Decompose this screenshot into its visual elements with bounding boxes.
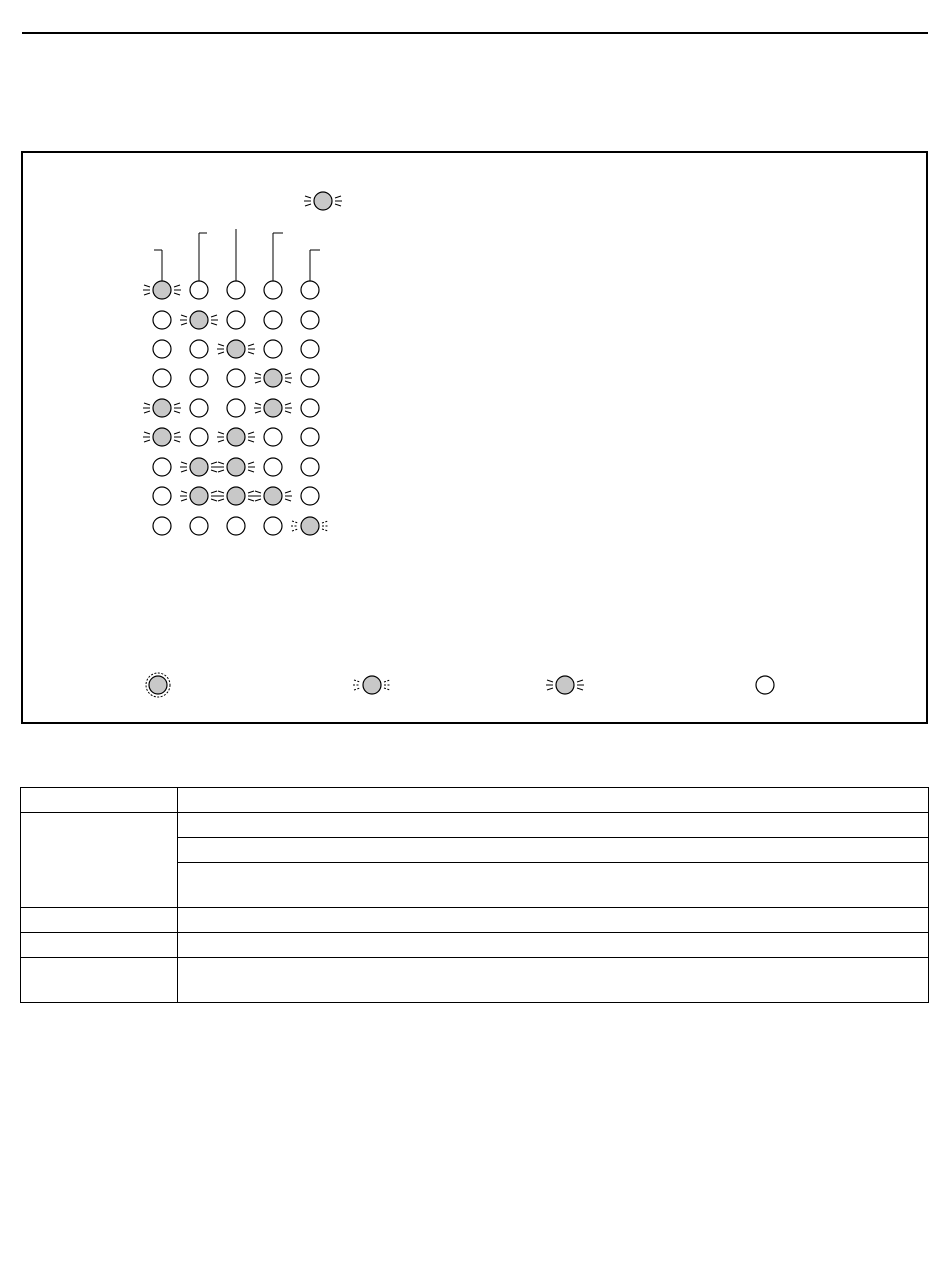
table-row — [21, 788, 929, 813]
lit-led-icon — [264, 369, 282, 387]
led-ray — [285, 381, 291, 383]
unlit-led-icon — [153, 311, 171, 329]
led-indicator-panel — [21, 151, 928, 724]
table-row — [21, 958, 929, 1003]
lit-led-icon — [190, 311, 208, 329]
led-ray — [248, 432, 254, 434]
led-ray — [285, 491, 291, 493]
unlit-led-icon — [301, 399, 319, 417]
led-ray — [305, 204, 311, 206]
led-ray — [547, 680, 553, 682]
lit-led-icon — [264, 399, 282, 417]
unlit-led-icon — [227, 311, 245, 329]
led-diagram — [23, 153, 926, 722]
table-cell-value — [178, 933, 929, 958]
led-ray — [181, 499, 187, 501]
unlit-led-icon — [301, 311, 319, 329]
table-row — [21, 813, 929, 838]
unlit-led-icon — [227, 517, 245, 535]
unlit-led-icon — [190, 281, 208, 299]
led-ray — [335, 196, 341, 198]
unlit-led-icon — [264, 311, 282, 329]
led-ray — [211, 462, 217, 464]
lit-led-icon — [264, 487, 282, 505]
led-ray — [285, 373, 291, 375]
table-cell-value — [178, 788, 929, 813]
lit-led-icon — [153, 281, 171, 299]
unlit-led-icon — [153, 487, 171, 505]
led-ray — [292, 529, 298, 531]
led-ray — [322, 521, 328, 523]
flashing-led-icon — [314, 192, 332, 210]
led-ray — [248, 470, 254, 472]
led-ray — [255, 403, 261, 405]
table-cell-label — [21, 788, 178, 813]
led-ray — [248, 440, 254, 442]
unlit-led-icon — [264, 281, 282, 299]
led-ray — [218, 440, 224, 442]
led-ray — [285, 411, 291, 413]
led-ray — [335, 204, 341, 206]
unlit-led-icon — [190, 428, 208, 446]
unlit-led-icon — [301, 369, 319, 387]
table-row — [21, 908, 929, 933]
unlit-led-icon — [301, 340, 319, 358]
led-ray — [248, 462, 254, 464]
table-cell-label — [21, 908, 178, 933]
unlit-led-icon — [153, 340, 171, 358]
led-ray — [285, 499, 291, 501]
led-ray — [577, 680, 583, 682]
led-ray — [181, 462, 187, 464]
led-ray — [218, 462, 224, 464]
led-ray — [322, 529, 328, 531]
led-ray — [211, 491, 217, 493]
led-ray — [144, 432, 150, 434]
unlit-led-icon — [264, 340, 282, 358]
led-ray — [248, 491, 254, 493]
unlit-led-icon — [301, 281, 319, 299]
led-ray — [255, 499, 261, 501]
unlit-led-icon — [264, 458, 282, 476]
led-ray — [248, 352, 254, 354]
unlit-led-icon — [756, 676, 774, 694]
table-row — [21, 933, 929, 958]
lit-led-icon — [227, 340, 245, 358]
led-ray — [174, 411, 180, 413]
led-ray — [255, 381, 261, 383]
unlit-led-icon — [264, 428, 282, 446]
led-ray — [255, 411, 261, 413]
led-ray — [211, 499, 217, 501]
led-ray — [174, 432, 180, 434]
unlit-led-icon — [153, 517, 171, 535]
table-cell-label — [21, 958, 178, 1003]
unlit-led-icon — [190, 340, 208, 358]
led-ray — [181, 470, 187, 472]
led-ray — [248, 499, 254, 501]
lit-led-icon — [153, 399, 171, 417]
led-ray — [144, 403, 150, 405]
table-cell-value — [178, 838, 929, 863]
led-ray — [181, 491, 187, 493]
lit-led-icon — [301, 517, 319, 535]
table-cell-value — [178, 958, 929, 1003]
led-ray — [211, 323, 217, 325]
led-ray — [181, 315, 187, 317]
unlit-led-icon — [153, 369, 171, 387]
unlit-led-icon — [301, 458, 319, 476]
led-ray — [248, 344, 254, 346]
unlit-led-icon — [190, 399, 208, 417]
led-ray — [174, 293, 180, 295]
table-cell-value — [178, 908, 929, 933]
lit-led-icon — [190, 487, 208, 505]
lit-led-icon — [153, 428, 171, 446]
halo-lit-led-icon — [149, 676, 167, 694]
unlit-led-icon — [301, 428, 319, 446]
lit-led-icon — [190, 458, 208, 476]
unlit-led-icon — [190, 369, 208, 387]
led-ray — [174, 403, 180, 405]
table-cell-label — [21, 813, 178, 908]
led-ray — [285, 403, 291, 405]
led-ray — [218, 352, 224, 354]
table-cell-label — [21, 933, 178, 958]
led-ray — [354, 680, 360, 682]
unlit-led-icon — [227, 369, 245, 387]
lit-led-icon — [227, 458, 245, 476]
unlit-led-icon — [264, 517, 282, 535]
led-ray — [218, 491, 224, 493]
lit-led-icon — [227, 428, 245, 446]
lit-led-icon — [227, 487, 245, 505]
led-ray — [255, 491, 261, 493]
unlit-led-icon — [227, 281, 245, 299]
flashing-led-icon — [363, 676, 381, 694]
unlit-led-icon — [153, 458, 171, 476]
status-table — [20, 787, 929, 1003]
led-ray — [218, 432, 224, 434]
table-cell-value — [178, 863, 929, 908]
led-ray — [144, 411, 150, 413]
led-ray — [384, 688, 390, 690]
led-ray — [181, 323, 187, 325]
led-ray — [218, 470, 224, 472]
led-ray — [211, 470, 217, 472]
unlit-led-icon — [190, 517, 208, 535]
unlit-led-icon — [227, 399, 245, 417]
led-ray — [218, 344, 224, 346]
led-ray — [384, 680, 390, 682]
led-ray — [144, 293, 150, 295]
led-ray — [255, 373, 261, 375]
half-flash-led-icon — [556, 676, 574, 694]
led-ray — [174, 285, 180, 287]
led-ray — [305, 196, 311, 198]
led-ray — [292, 521, 298, 523]
led-ray — [144, 440, 150, 442]
header-rule — [22, 32, 928, 34]
table-cell-value — [178, 813, 929, 838]
led-ray — [211, 315, 217, 317]
led-ray — [547, 688, 553, 690]
unlit-led-icon — [301, 487, 319, 505]
led-ray — [144, 285, 150, 287]
led-ray — [174, 440, 180, 442]
led-ray — [354, 688, 360, 690]
led-ray — [577, 688, 583, 690]
led-ray — [218, 499, 224, 501]
